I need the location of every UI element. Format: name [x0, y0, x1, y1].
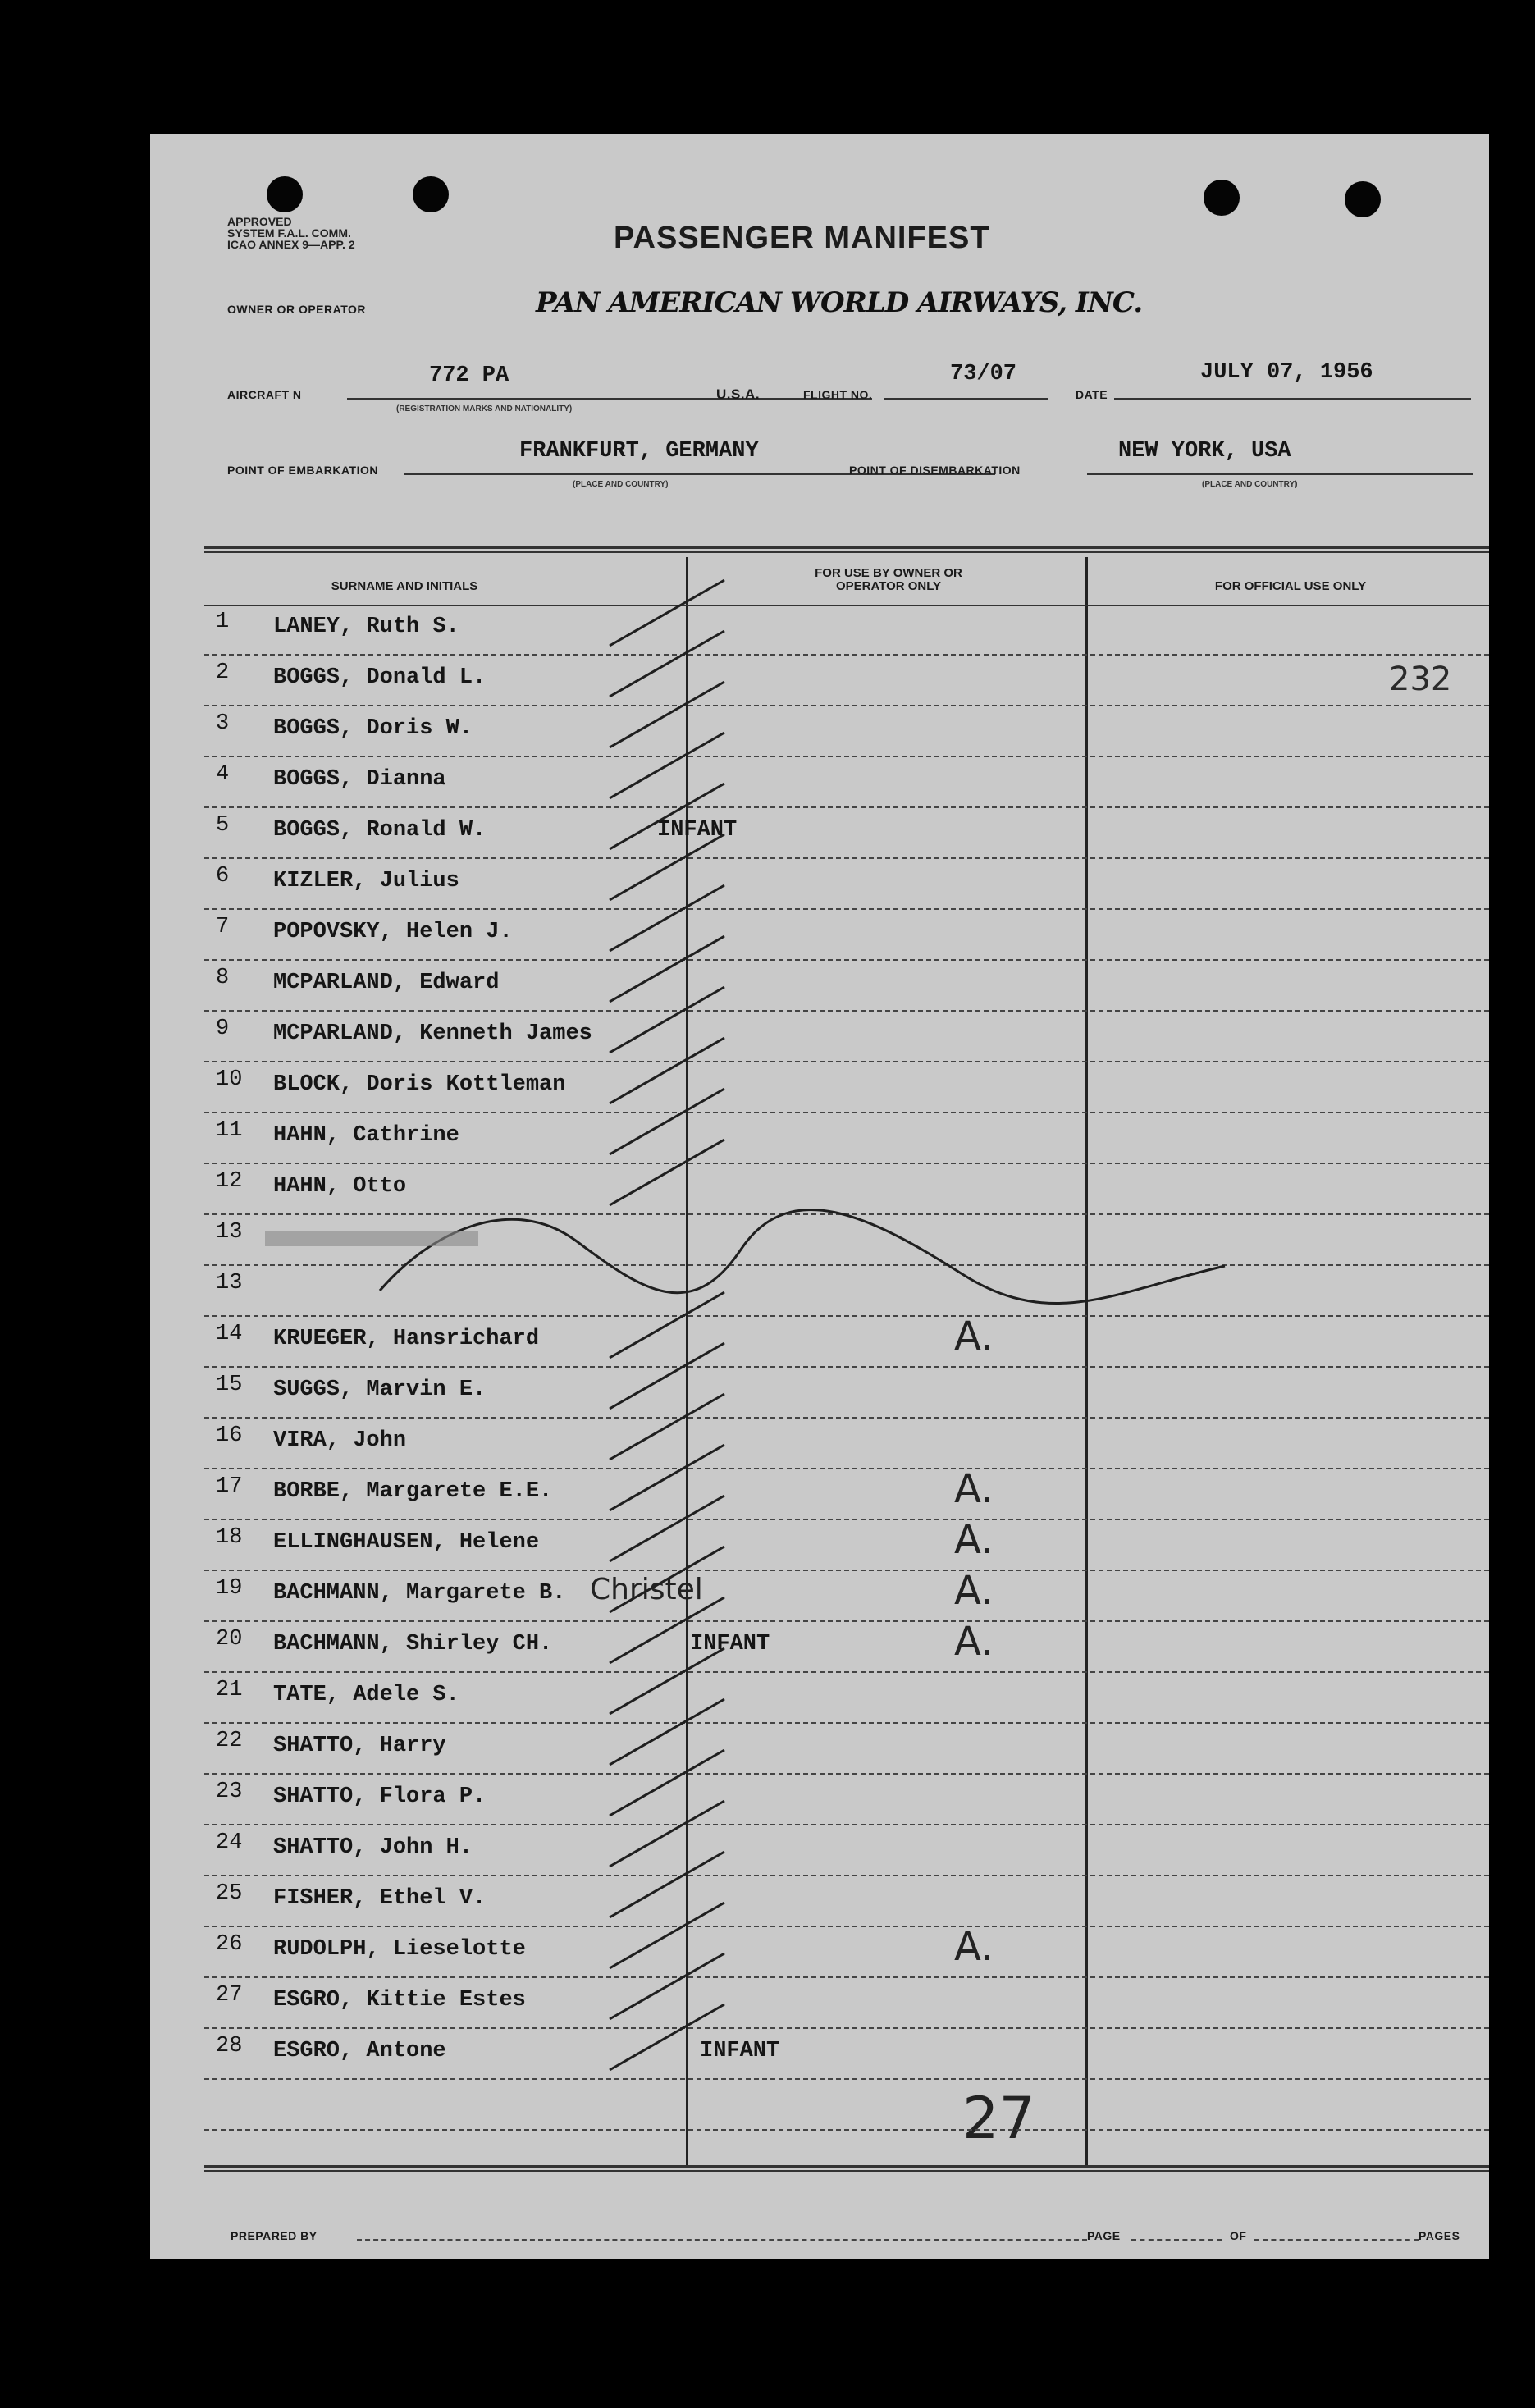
row-number: 15 [216, 1373, 243, 1397]
check-stroke [610, 1547, 724, 1612]
handwritten-note: Christel [590, 1573, 703, 1606]
flight-value: 73/07 [950, 362, 1017, 386]
check-stroke [610, 1699, 724, 1765]
passenger-name: BOGGS, Ronald W. [273, 818, 487, 843]
table-bottom-rule [204, 2170, 1489, 2172]
row-number: 21 [216, 1678, 243, 1702]
prepared-by-line [357, 2239, 1087, 2241]
row-number: 25 [216, 1881, 243, 1906]
row-number: 10 [216, 1067, 243, 1092]
row-number: 7 [216, 915, 230, 939]
check-stroke [610, 1953, 724, 2019]
row-number: 16 [216, 1423, 243, 1448]
manifest-sheet [150, 134, 1489, 2259]
check-stroke [610, 1852, 724, 1917]
handwritten-marks [150, 134, 1489, 2259]
passenger-name: HAHN, Cathrine [273, 1123, 459, 1148]
check-stroke [610, 987, 724, 1053]
row-number: 18 [216, 1525, 243, 1550]
date-value: JULY 07, 1956 [1200, 360, 1373, 385]
check-stroke [610, 1750, 724, 1816]
check-stroke [610, 1903, 724, 1968]
owner-label: OWNER OR OPERATOR [227, 303, 366, 316]
passenger-name: BOGGS, Donald L. [273, 665, 487, 690]
check-stroke [610, 1648, 724, 1714]
disembarkation-value: NEW YORK, USA [1118, 439, 1291, 464]
row-number: 14 [216, 1322, 243, 1346]
date-label: DATE [1076, 388, 1108, 401]
page-label: PAGE [1087, 2229, 1121, 2242]
row-number: 24 [216, 1830, 243, 1855]
page-title: PASSENGER MANIFEST [614, 221, 990, 255]
page-line [1131, 2239, 1222, 2241]
row-number: 6 [216, 864, 230, 889]
handwritten-mark: A. [954, 1517, 994, 1563]
passenger-name: MCPARLAND, Edward [273, 971, 500, 995]
check-stroke [610, 1445, 724, 1510]
row-number: 13 [216, 1220, 243, 1245]
row-number: 20 [216, 1627, 243, 1652]
embarkation-label: POINT OF EMBARKATION [227, 464, 378, 477]
check-stroke [610, 784, 724, 849]
row-number: 19 [216, 1576, 243, 1601]
passenger-name: LANEY, Ruth S. [273, 615, 459, 639]
check-stroke [610, 1292, 724, 1358]
passenger-name: TATE, Adele S. [273, 1683, 459, 1707]
passenger-name: BACHMANN, Margarete B. [273, 1581, 566, 1606]
disembarkation-label: POINT OF DISEMBARKATION [849, 464, 1021, 477]
passenger-name: BLOCK, Doris Kottleman [273, 1072, 566, 1097]
check-stroke [610, 733, 724, 798]
official-count: 232 [1389, 660, 1452, 698]
row-number: 23 [216, 1780, 243, 1804]
passenger-name: FISHER, Ethel V. [273, 1886, 487, 1911]
erased-entry [265, 1231, 478, 1246]
table-bottom-rule [204, 2165, 1489, 2168]
of-label: OF [1230, 2229, 1247, 2242]
check-stroke [610, 682, 724, 747]
check-stroke [610, 1089, 724, 1154]
disembarkation-caption: (PLACE AND COUNTRY) [1202, 480, 1298, 489]
passenger-name: KRUEGER, Hansrichard [273, 1327, 540, 1351]
passenger-name: BOGGS, Dianna [273, 767, 446, 792]
row-number: 5 [216, 813, 230, 838]
row-number: 11 [216, 1118, 243, 1143]
registration-caption: (REGISTRATION MARKS AND NATIONALITY) [396, 404, 573, 414]
handwritten-mark: A. [954, 1924, 994, 1970]
row-number: 28 [216, 2034, 243, 2058]
handwritten-mark: A. [954, 1619, 994, 1665]
check-stroke [610, 580, 724, 646]
row-number: 9 [216, 1017, 230, 1041]
row-number: 8 [216, 966, 230, 990]
row-number: 2 [216, 660, 230, 685]
passenger-name: ELLINGHAUSEN, Helene [273, 1530, 540, 1555]
passenger-name: BACHMANN, Shirley CH. [273, 1632, 553, 1656]
of-line [1254, 2239, 1419, 2241]
passenger-name: BORBE, Margarete E.E. [273, 1479, 553, 1504]
row-number: 27 [216, 1983, 243, 2008]
row-number: 26 [216, 1932, 243, 1957]
check-stroke [610, 2004, 724, 2070]
check-stroke [610, 631, 724, 697]
handwritten-mark: A. [954, 1568, 994, 1614]
handwritten-total: 27 [962, 2085, 1036, 2152]
pages-label: PAGES [1419, 2229, 1460, 2242]
passenger-name: SHATTO, Harry [273, 1734, 446, 1758]
passenger-note: INFANT [657, 818, 738, 843]
check-stroke [610, 1394, 724, 1460]
check-stroke [610, 1038, 724, 1103]
passenger-name: POPOVSKY, Helen J. [273, 920, 513, 944]
check-stroke [610, 1343, 724, 1409]
row-number: 1 [216, 610, 230, 634]
passenger-note: INFANT [700, 2039, 780, 2063]
row-number: 13 [216, 1271, 243, 1295]
check-stroke [610, 1496, 724, 1561]
passenger-name: BOGGS, Doris W. [273, 716, 473, 741]
check-stroke [610, 1140, 724, 1205]
aircraft-value: 772 PA [429, 363, 509, 388]
column-header-owner-use: FOR USE BY OWNER OR OPERATOR ONLY [815, 566, 962, 593]
row-number: 3 [216, 711, 230, 736]
passenger-name: ESGRO, Kittie Estes [273, 1988, 526, 2013]
check-stroke [610, 885, 724, 951]
passenger-name: MCPARLAND, Kenneth James [273, 1021, 592, 1046]
passenger-name: HAHN, Otto [273, 1174, 407, 1199]
row-number: 4 [216, 762, 230, 787]
row-number: 22 [216, 1729, 243, 1753]
passenger-name: ESGRO, Antone [273, 2039, 446, 2063]
check-stroke [610, 834, 724, 900]
column-header-official-use: FOR OFFICIAL USE ONLY [1214, 579, 1367, 593]
passenger-name: KIZLER, Julius [273, 869, 459, 893]
approval-note: APPROVED SYSTEM F.A.L. COMM. ICAO ANNEX 9—APP. 2 [227, 215, 355, 251]
check-stroke [610, 936, 724, 1002]
check-stroke [610, 1597, 724, 1663]
flight-label: FLIGHT NO. [803, 388, 873, 401]
column-header-names: SURNAME AND INITIALS [331, 579, 478, 593]
passenger-name: VIRA, John [273, 1428, 407, 1453]
airline-name: PAN AMERICAN WORLD AIRWAYS, INC. [536, 286, 1143, 319]
void-scribble [380, 1209, 1225, 1303]
passenger-name: RUDOLPH, Lieselotte [273, 1937, 526, 1962]
blank-row-rule [204, 2129, 1489, 2131]
row-number: 17 [216, 1474, 243, 1499]
prepared-by-label: PREPARED BY [231, 2229, 318, 2242]
passenger-name: SUGGS, Marvin E. [273, 1378, 487, 1402]
handwritten-mark: A. [954, 1314, 994, 1359]
embarkation-caption: (PLACE AND COUNTRY) [573, 480, 669, 489]
passenger-name: SHATTO, John H. [273, 1835, 473, 1860]
passenger-name: SHATTO, Flora P. [273, 1784, 487, 1809]
row-number: 12 [216, 1169, 243, 1194]
aircraft-label: AIRCRAFT N [227, 388, 302, 401]
handwritten-mark: A. [954, 1466, 994, 1512]
embarkation-value: FRANKFURT, GERMANY [519, 439, 759, 464]
usa-label: U.S.A. [716, 386, 761, 402]
passenger-note: INFANT [690, 1632, 770, 1656]
check-stroke [610, 1801, 724, 1867]
